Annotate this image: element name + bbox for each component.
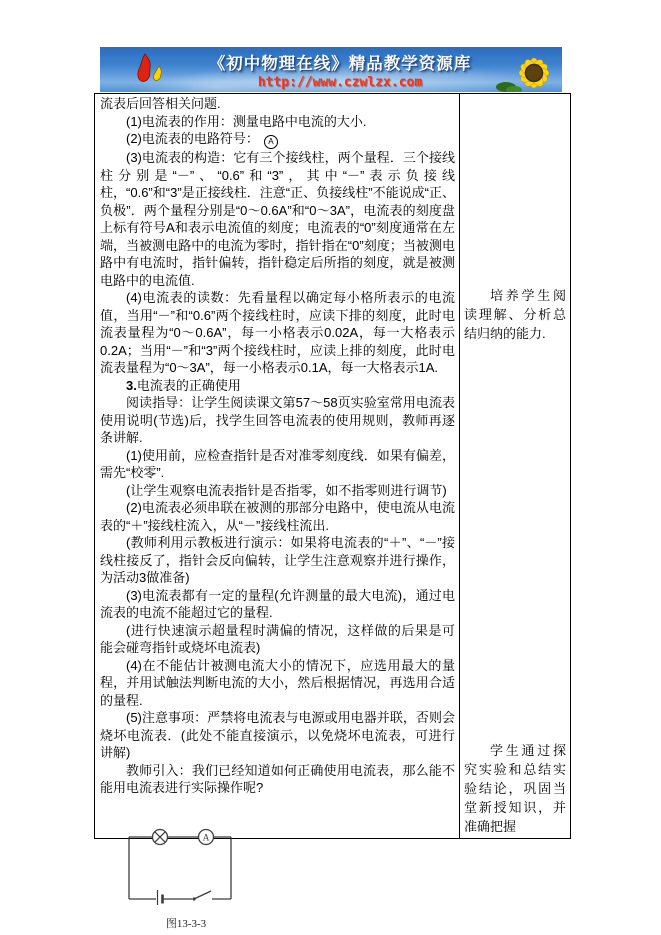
battery-symbol (158, 890, 163, 905)
lesson-paragraph-symbol-line (100, 130, 455, 149)
section-heading (100, 377, 455, 395)
sunflower-icon (494, 51, 562, 92)
teacher-note: 培养学生阅读理解、分析总结归纳的能力. (464, 288, 566, 341)
lesson-paragraph: (让学生观察电流表指针是否指零，如不指零则进行调节) (126, 482, 447, 498)
teacher-notes-cell (460, 94, 570, 838)
section-heading-text: 电流表的正确使用 (136, 377, 241, 393)
figure-caption: 图13-3-3 (165, 917, 207, 930)
lesson-content-cell (95, 94, 460, 930)
banner-url: http://www.czwlzx.com (257, 75, 423, 90)
lamp-symbol (153, 829, 168, 844)
circuit-diagram (126, 825, 238, 905)
lesson-paragraph: (1)使用前，应检查指针是否对准零刻度线．如果有偏差，需先“校零”. (100, 447, 455, 480)
lesson-paragraph: 教师引入：我们已经知道如何正确使用电流表，那么能不能用电流表进行实际操作呢? (100, 762, 455, 795)
section-heading-number: 3. (126, 377, 137, 393)
teacher-note: 学生通过探究实验和总结实验结论，巩固当堂新授知识，并准确把握 (464, 743, 566, 834)
banner-title: 《初中物理在线》精品教学资源库 (208, 55, 472, 73)
lesson-paragraph: 阅读指导：让学生阅读课文第57～58页实验室常用电流表使用说明(节选)后，找学生回答电流表的使用规则，教师再逐条讲解. (100, 395, 455, 445)
lesson-paragraph: (3)电流表的构造：它有三个接线柱，两个量程．三个接线柱分别是“－”、“0.6”和“3”，其中“－”表示负接线柱，“0.6”和“3”是正接线柱．注意“正、负接线柱”不能说成“正、负极”．两个量程分别是“0～0.6A”和“0～3A”，电流表的刻度盘上标有符号A和表示电流值的刻度；电流表的“0”刻度通常在左端，当被测电路中的电流为零时，指针指在“0”刻度；当被测电路中有电流时，指针偏转，指针稳定后所指的刻度，就是被测电路中的电流值. (100, 150, 455, 288)
lesson-paragraph: (3)电流表都有一定的量程(允许测量的最大电流)，通过电流表的电流不能超过它的量程. (100, 587, 455, 620)
site-banner (100, 47, 562, 92)
lesson-paragraph: (5)注意事项：严禁将电流表与电源或用电器并联，否则会烧坏电流表．(此处不能直接演示，以免烧坏电流表，可进行讲解) (100, 710, 455, 760)
lesson-paragraph: (教师利用示教板进行演示：如果将电流表的“＋”、“－”接线柱接反了，指针会反向偏转，让学生注意观察并进行操作，为活动3做准备) (100, 535, 455, 585)
lesson-paragraph: (4)电流表的读数：先看量程以确定每小格所表示的电流值，当用“－”和“0.6”两个接线柱时，应读下排的刻度，此时电流表量程为“0～0.6A”，每一小格表示0.02A，每一大格表示0.2A；当用“－”和“3”两个接线柱时，应读上排的刻度，此时电流表量程为“0～3A”，每一小格表示0.1A，每一大格表示1A. (100, 290, 455, 375)
circuit-figure (126, 825, 246, 931)
lesson-paragraph: (2)电流表必须串联在被测的那部分电路中，使电流从电流表的“＋”接线柱流入，从“－”接线柱流出. (100, 500, 455, 533)
symbol-line-label: (2)电流表的电路符号： (126, 131, 259, 146)
flame-logo-icon (135, 52, 177, 92)
lesson-paragraph: (4)在不能估计被测电流大小的情况下，应选用最大的量程，并用试触法判断电流的大小，然后根据情况，再选用合适的量程. (100, 657, 455, 708)
ammeter-circuit-symbol-icon: A (264, 135, 278, 149)
svg-text:A: A (202, 833, 210, 843)
lesson-plan-table (94, 93, 571, 930)
lesson-paragraph: 流表后回答相关问题. (100, 96, 221, 111)
switch-symbol (192, 891, 211, 901)
lesson-paragraph: (进行快速演示超量程时满偏的情况，这样做的后果是可能会碰弯指针或烧坏电流表) (100, 622, 455, 655)
ammeter-symbol (199, 829, 214, 844)
lesson-paragraph: (1)电流表的作用：测量电路中电流的大小. (126, 113, 367, 129)
